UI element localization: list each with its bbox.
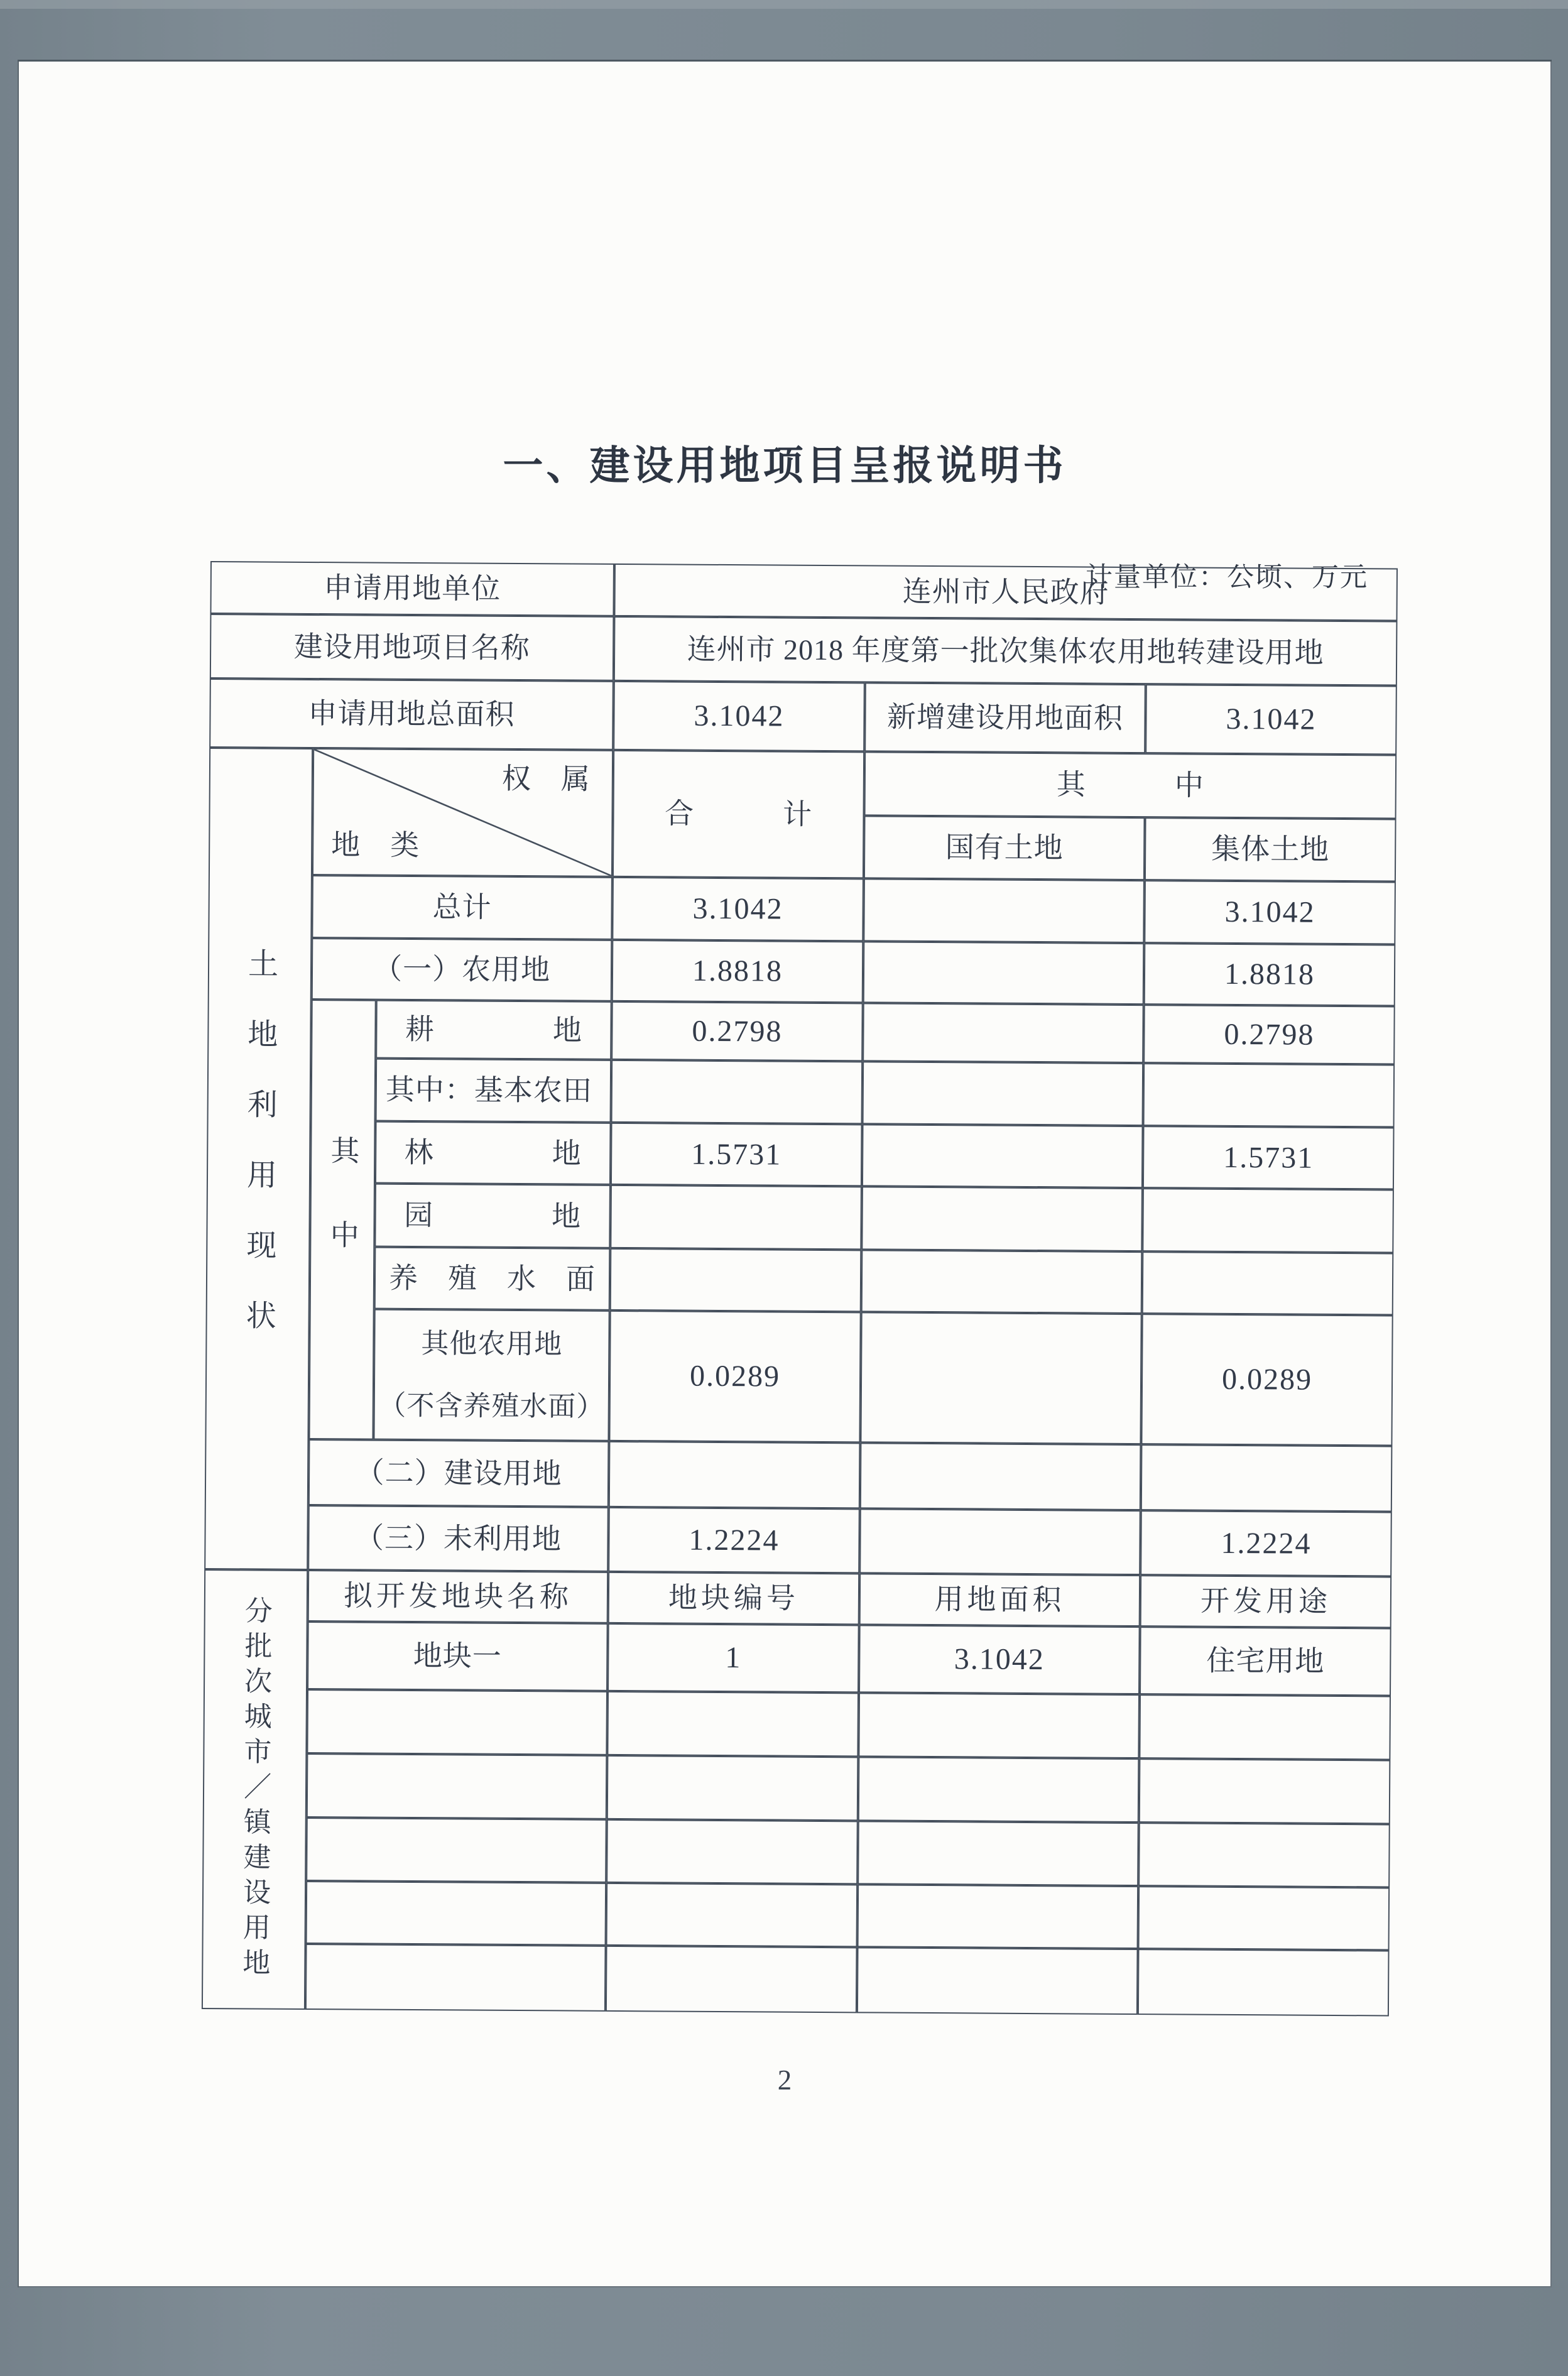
parcel-area-header: 用地面积 [859, 1573, 1140, 1627]
value-total: 0.2798 [611, 1001, 863, 1061]
state-land-header: 国有土地 [864, 815, 1145, 880]
row-label-line1: 其他农用地 [421, 1328, 563, 1360]
value-collective: 1.5731 [1143, 1126, 1395, 1189]
value-collective [1142, 1251, 1394, 1315]
value-total [610, 1248, 862, 1312]
empty-cell [607, 1755, 859, 1821]
empty-cell [1138, 1949, 1390, 2016]
empty-cell [306, 1881, 607, 1946]
empty-cell [857, 1947, 1138, 2015]
parcel-name-cell: 地块一 [307, 1621, 608, 1691]
empty-cell [606, 1883, 858, 1947]
project-name-value-cell: 连州市 2018 年度第一批次集体农用地转建设用地 [614, 616, 1398, 686]
value-state [860, 1442, 1141, 1510]
empty-cell [858, 1884, 1139, 1949]
value-state [863, 941, 1145, 1005]
empty-cell [307, 1689, 607, 1755]
value-state [859, 1508, 1141, 1575]
applicant-value-cell: 连州市人民政府 [614, 564, 1397, 621]
land-report-table [202, 561, 1398, 2017]
empty-cell [858, 1821, 1139, 1886]
row-label-line2: （不含养殖水面） [378, 1390, 605, 1422]
diagonal-landtype-label: 地 类 [331, 828, 420, 861]
parcel-area-cell: 3.1042 [859, 1625, 1140, 1694]
value-state [860, 1312, 1141, 1444]
applicant-label-cell: 申请用地单位 [210, 561, 614, 616]
page-title: 一、建设用地项目呈报说明书 [503, 443, 1067, 489]
empty-cell [606, 1946, 858, 2013]
value-total: 3.1042 [612, 877, 864, 941]
parcels-sidebar-label: 分批次城市／镇建设用地 [202, 1569, 308, 2010]
parcel-code-header: 地块编号 [608, 1572, 859, 1625]
value-state [861, 1250, 1143, 1314]
value-total: 1.8818 [612, 940, 864, 1003]
project-name-label-cell: 建设用地项目名称 [210, 614, 614, 681]
row-label: 园 地 [374, 1184, 611, 1248]
empty-cell [1139, 1694, 1391, 1760]
value-collective [1143, 1063, 1395, 1127]
value-collective [1141, 1444, 1393, 1512]
value-state [863, 878, 1145, 943]
empty-cell [606, 1819, 858, 1884]
empty-cell [858, 1757, 1140, 1823]
empty-cell [306, 1817, 607, 1883]
parcel-use-header: 开发用途 [1140, 1575, 1391, 1628]
empty-cell [1138, 1823, 1390, 1887]
value-total [610, 1185, 862, 1250]
parcel-use-cell: 住宅用地 [1140, 1627, 1391, 1696]
diagonal-header-cell [312, 748, 613, 877]
empty-cell [305, 1944, 606, 2012]
total-column-header: 合 计 [612, 750, 864, 878]
empty-cell [858, 1692, 1140, 1758]
parcel-code-cell: 1 [607, 1623, 859, 1692]
row-label: 养 殖 水 面 [374, 1247, 611, 1311]
row-label: 林 地 [375, 1121, 611, 1185]
row-label: 总计 [312, 875, 612, 940]
value-collective: 1.2224 [1140, 1510, 1392, 1576]
scan-top-sheen [0, 0, 1568, 9]
row-label: 其中：基本农田 [376, 1059, 612, 1123]
among-column-header: 其 中 [864, 751, 1397, 819]
empty-cell [307, 1753, 607, 1819]
row-label: （一）农用地 [312, 938, 612, 1001]
page-number: 2 [777, 2064, 792, 2096]
parcel-name-header: 拟开发地块名称 [308, 1570, 608, 1623]
value-state [862, 1124, 1143, 1188]
new-area-label-cell: 新增建设用地面积 [864, 682, 1146, 753]
collective-land-header: 集体土地 [1145, 817, 1396, 881]
row-label: （三）未利用地 [308, 1505, 609, 1572]
value-state [863, 1003, 1144, 1063]
diagonal-ownership-label: 权 属 [501, 762, 591, 795]
value-collective: 0.0289 [1141, 1314, 1393, 1446]
row-label: （二）建设用地 [308, 1439, 609, 1507]
value-total [609, 1441, 861, 1508]
row-label: 耕 地 [376, 1000, 612, 1060]
land-use-sidebar-label: 土地利用现状 [204, 748, 313, 1570]
paper-page [18, 60, 1552, 2287]
value-state [863, 1061, 1144, 1126]
value-collective: 0.2798 [1143, 1005, 1395, 1064]
value-total [611, 1060, 863, 1124]
among-vertical-label: 其中 [308, 1000, 376, 1440]
value-total: 1.5731 [611, 1123, 863, 1186]
value-collective [1142, 1188, 1394, 1253]
value-total: 0.0289 [609, 1311, 861, 1442]
row-label-other-agri [373, 1309, 609, 1441]
value-state [861, 1186, 1143, 1251]
value-total: 1.2224 [608, 1507, 860, 1573]
total-area-value-cell: 3.1042 [613, 681, 865, 751]
empty-cell [607, 1691, 859, 1757]
total-area-label-cell: 申请用地总面积 [209, 678, 614, 750]
measure-unit-note: 计量单位：公顷、万元 [1086, 563, 1368, 592]
new-area-value-cell: 3.1042 [1145, 684, 1397, 755]
value-collective: 1.8818 [1144, 943, 1396, 1006]
value-collective: 3.1042 [1144, 880, 1396, 944]
empty-cell [1139, 1758, 1391, 1824]
empty-cell [1138, 1886, 1390, 1950]
